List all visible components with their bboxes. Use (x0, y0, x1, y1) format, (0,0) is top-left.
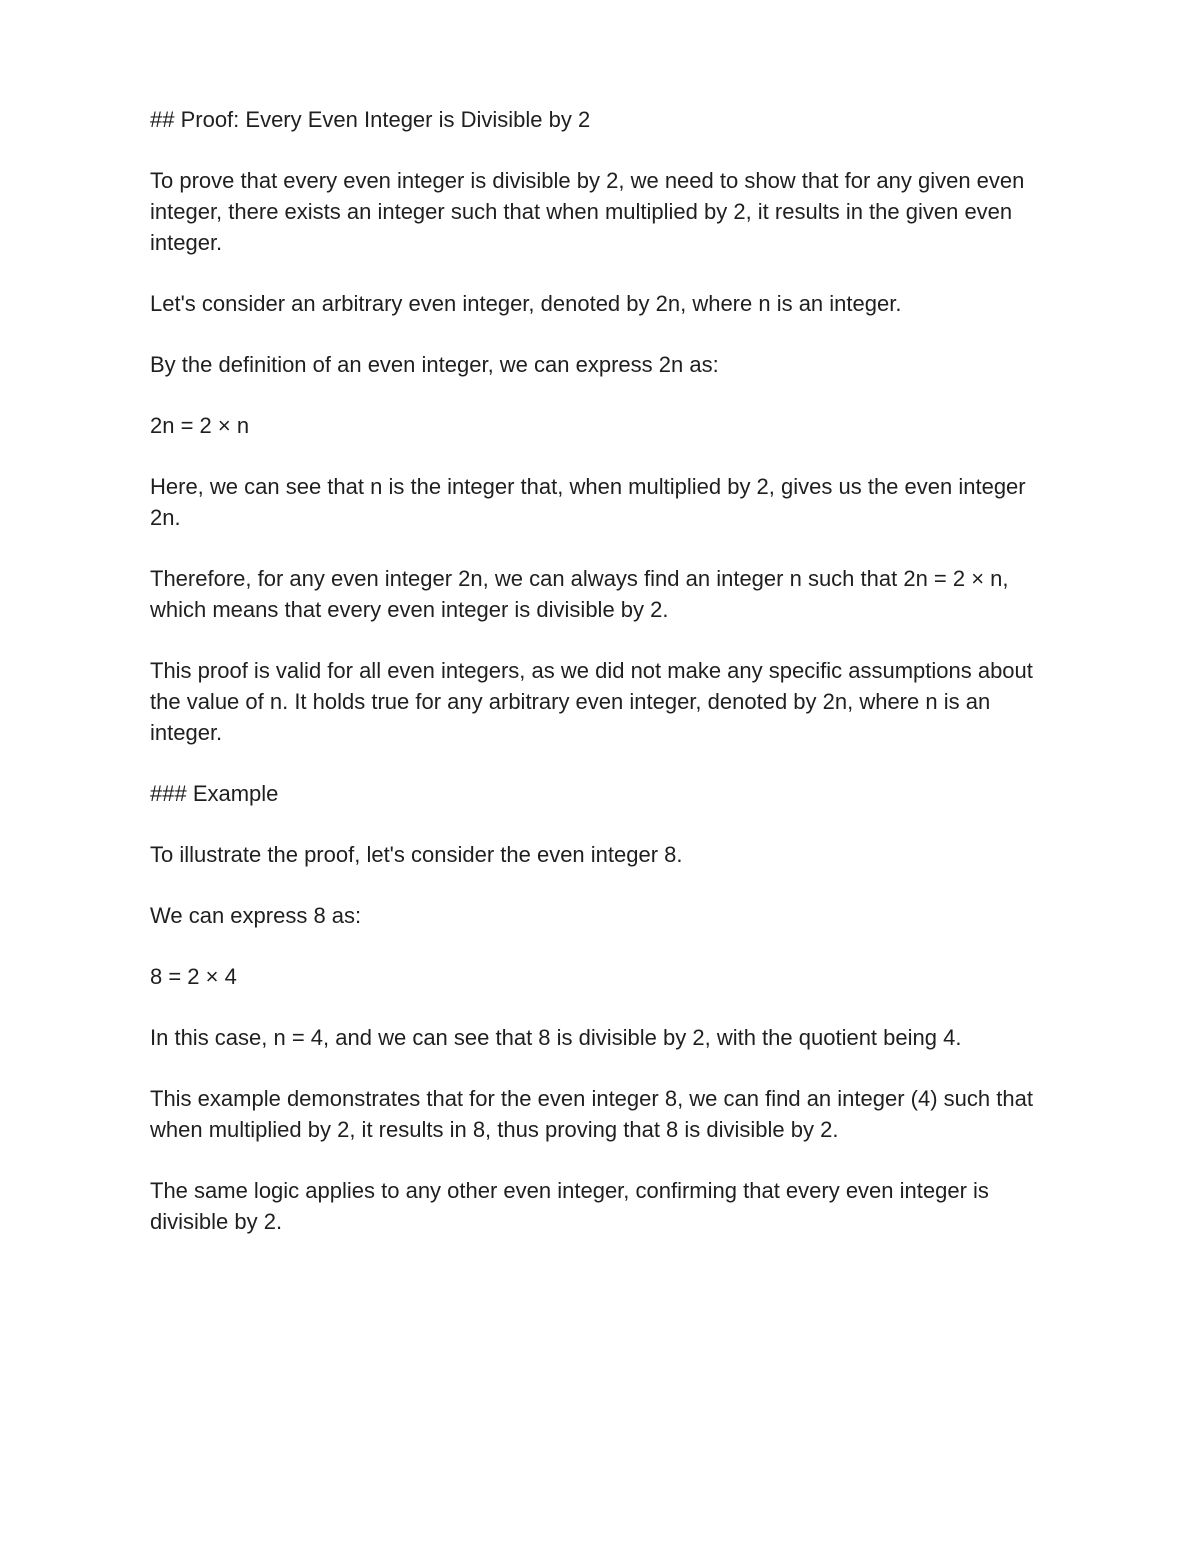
paragraph-express-8: We can express 8 as: (150, 903, 362, 928)
paragraph-illustrate: To illustrate the proof, let's consider the even integer 8. (150, 842, 683, 867)
document-body (150, 104, 1060, 1267)
paragraph-definition: By the definition of an even integer, we can express 2n as: (150, 352, 719, 377)
paragraph-conclusion: The same logic applies to any other even integer, confirming that every even integer is divisible by 2. (150, 1178, 996, 1234)
paragraph-case: In this case, n = 4, and we can see that 8 is divisible by 2, with the quotient being 4. (150, 1025, 962, 1050)
equation-2n: 2n = 2 × n (150, 413, 250, 438)
example-heading: ### Example (150, 781, 279, 806)
paragraph-arbitrary-integer: Let's consider an arbitrary even integer, denoted by 2n, where n is an integer. (150, 291, 902, 316)
equation-8: 8 = 2 × 4 (150, 964, 237, 989)
paragraph-intro: To prove that every even integer is divisible by 2, we need to show that for any given even integer, there exists an integer such that when multiplied by 2, it results in the given even integer. (150, 168, 1031, 255)
paragraph-validity: This proof is valid for all even integers, as we did not make any specific assumptions about the value of n. It holds true for any arbitrary even integer, denoted by 2n, where n is an integer. (150, 658, 1040, 745)
proof-heading: ## Proof: Every Even Integer is Divisible by 2 (150, 107, 591, 132)
paragraph-demonstrates: This example demonstrates that for the even integer 8, we can find an integer (4) such that when multiplied by 2, it results in 8, thus proving that 8 is divisible by 2. (150, 1086, 1040, 1142)
paragraph-explanation: Here, we can see that n is the integer that, when multiplied by 2, gives us the even integer 2n. (150, 474, 1032, 530)
paragraph-therefore: Therefore, for any even integer 2n, we can always find an integer n such that 2n = 2 × n, which means that every even integer is divisible by 2. (150, 566, 1015, 622)
